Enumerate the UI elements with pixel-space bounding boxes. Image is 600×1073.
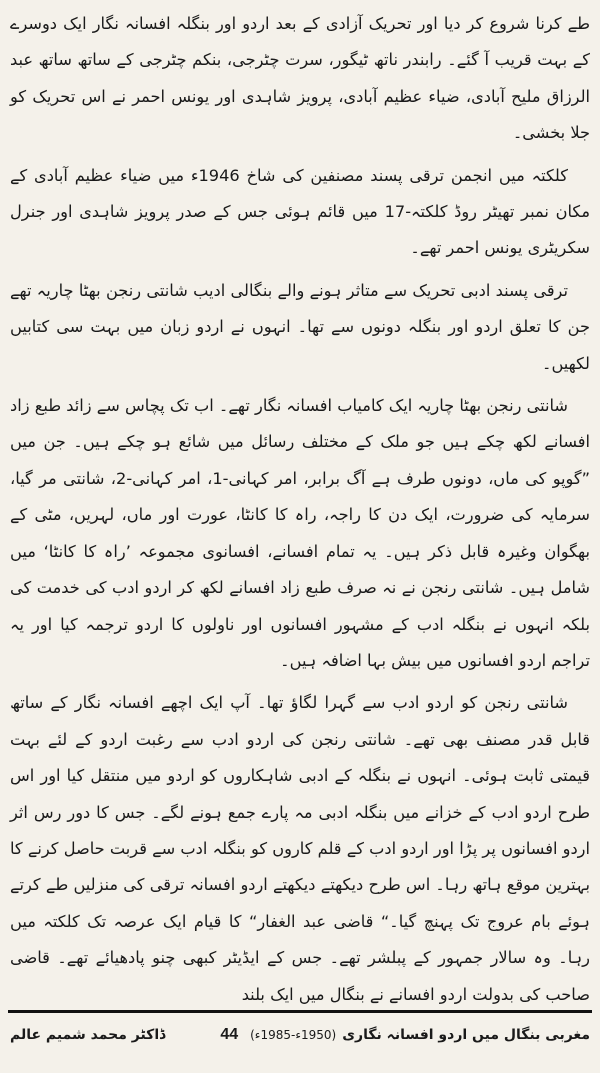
paragraph-4: شانتی رنجن بھٹا چاریہ ایک کامیاب افسانہ نگار تھے۔ اب تک پچاس سے زائد طبع زاد افسانے لکھ چکے ہیں جو ملک کے مختلف رسائل میں شائع ہو چکے ہیں۔ جن میں ”گوپو کی ماں، دونوں طرف ہے آگ برابر، امر کہانی-1، امر کہانی-2، شانتی مر گیا، سرمایہ کی ضرورت، ایک دن کا راجہ، راہ کا کانٹا، عورت اور ماں، لہریں، مٹی کے بھگوان وغیرہ قابل ذکر ہیں۔ یہ تمام افسانے، افسانوی مجموعہ ’راہ کا کانٹا‘ میں شامل ہیں۔ شانتی رنجن نے نہ صرف طبع زاد افسانے لکھ کر اردو ادب کی خدمت کی بلکہ انہوں نے بنگلہ ادب کے مشہور افسانوں اور ناولوں کا اردو ترجمہ کیا اور یہ تراجم اردو افسانوں میں بیش بہا اضافہ ہیں۔ — [10, 396, 591, 670]
footer-divider — [8, 1010, 592, 1013]
page-number: 44 — [220, 1026, 239, 1043]
footer-title-group — [208, 1026, 590, 1044]
paragraph-2: کلکتہ میں انجمن ترقی پسند مصنفین کی شاخ 1946ء میں ضیاء عظیم آبادی کے مکان نمبر تھیٹر روڈ کلکتہ-17 میں قائم ہوئی جس کے صدر پرویز شاہدی اور جنرل سکریٹری یونس احمر تھے۔ — [10, 165, 591, 258]
footer-author: ڈاکٹر محمد شمیم عالم — [10, 1027, 166, 1043]
footer-book-title: مغربی بنگال میں اردو افسانہ نگاری — [342, 1027, 590, 1043]
paragraph-3: ترقی پسند ادبی تحریک سے متاثر ہونے والے بنگالی ادیب شانتی رنجن بھٹا چاریہ تھے جن کا تعلق اردو اور بنگلہ دونوں سے تھا۔ انہوں نے اردو زبان میں بہت سی کتابیں لکھیں۔ — [10, 280, 590, 373]
paragraph-1: طے کرنا شروع کر دیا اور تحریک آزادی کے بعد اردو اور بنگلہ افسانہ نگار ایک دوسرے کے بہت قریب آ گئے۔ رابندر ناتھ ٹیگور، سرت چٹرجی، بنکم چٹرجی کے ساتھ ساتھ عبد الرزاق ملیح آبادی، ضیاء عظیم آبادی، پرویز شاہدی اور یونس احمر نے اس تحریک کو جلا بخشی۔ — [10, 14, 590, 143]
footer-date-range: (1950ء-1985ء) — [250, 1028, 337, 1042]
body-text — [10, 6, 590, 1013]
page-footer — [10, 1015, 590, 1055]
paragraph-5: شانتی رنجن کو اردو ادب سے گہرا لگاؤ تھا۔ آپ ایک اچھے افسانہ نگار کے ساتھ قابل قدر مصنف بھی تھے۔ شانتی رنجن کی اردو ادب سے رغبت اردو کے لئے بہت قیمتی ثابت ہوئی۔ انہوں نے بنگلہ کے ادبی شاہکاروں کو اردو میں منتقل کیا اور اس طرح اردو ادب کے خزانے میں بنگلہ ادبی مہ پارے جمع ہونے لگے۔ جس کا دور رس اثر اردو افسانوں پر پڑا اور اردو ادب کے قلم کاروں کو بنگلہ ادب سے قربت حاصل کرنے کا بہترین موقع ہاتھ رہا۔ اس طرح دیکھتے دیکھتے اردو افسانہ ترقی کی منزلیں طے کرتے ہوئے بام عروج تک پہنچ گیا۔“ قاضی عبد الغفار“ کا قیام ایک عرصہ تک کلکتہ میں رہا۔ وہ سالار جمہور کے پبلشر تھے۔ جس کے ایڈیٹر کبھی چنو پادھیائے تھے۔ قاضی صاحب کی بدولت اردو افسانے نے بنگال میں ایک بلند — [10, 693, 590, 1004]
